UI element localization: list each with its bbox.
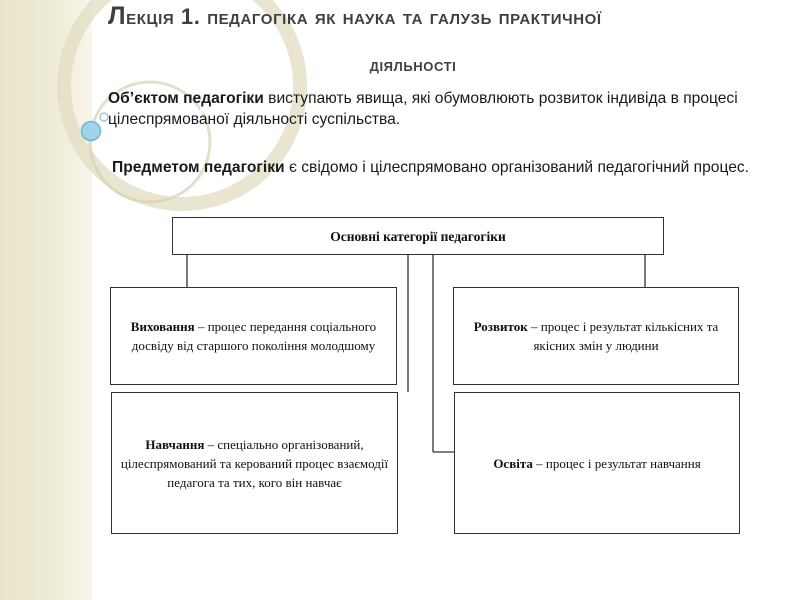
category-box-vykhovannya	[110, 287, 397, 385]
object-text: виступають явища, які обумовлюють розвиток індивіда в процесі цілеспрямованої діяльності суспільства.	[108, 90, 738, 128]
category-term: Освіта	[493, 455, 533, 471]
category-term: Розвиток	[473, 319, 528, 334]
category-term: Виховання	[130, 319, 195, 334]
categories-title-box: Основні категорії педагогіки	[172, 217, 664, 255]
category-box-rozvytok	[453, 287, 739, 385]
title-lecture-word: екція 1.	[126, 4, 201, 29]
category-definition: – процес передання соціального досвіду від старшого покоління молодшому	[131, 319, 377, 353]
category-definition: – процес і результат навчання	[532, 455, 701, 471]
category-term: Навчання	[145, 436, 205, 452]
object-term: Об’єктом педагогіки	[108, 90, 264, 107]
subject-text: є свідомо і цілеспрямовано організований педагогічний процес.	[284, 159, 750, 176]
category-box-navchannya	[111, 392, 398, 534]
title-line-2: діяльності	[369, 55, 457, 76]
title-text: педагогіка як наука та галузь практичної	[200, 4, 602, 29]
category-definition: – спеціально організований, цілеспрямований та керований процес взаємодії педагога та тих, кого він навчає	[120, 436, 389, 490]
category-box-osvita	[454, 392, 740, 534]
subject-term: Предметом педагогіки	[112, 159, 285, 176]
category-definition: – процес і результат кількісних та якісних змін у людини	[527, 319, 719, 353]
title-initial: Л	[108, 2, 127, 30]
